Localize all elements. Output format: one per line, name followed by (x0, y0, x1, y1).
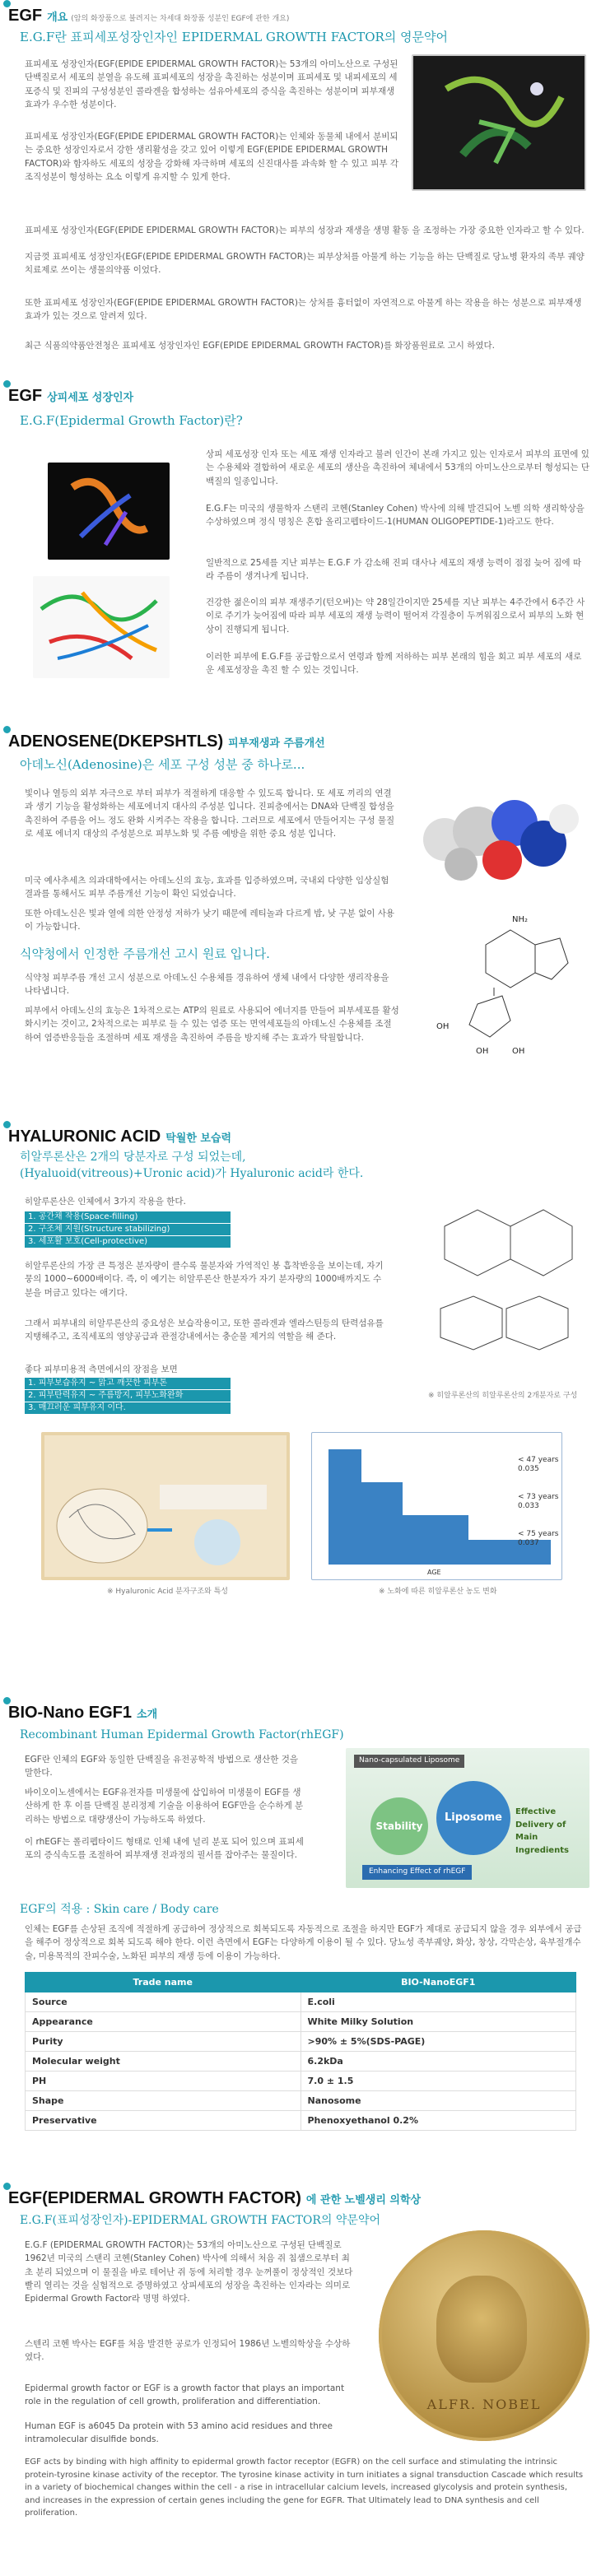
bionano-p1: EGF란 인체의 EGF와 동일한 단백질을 유전공학적 방법으로 생산한 것을 말한다. (25, 1755, 299, 1779)
liposome-banner: Nano-capsulated Liposome Stability Liposome Effective Delivery of Main Ingredients Enhancing Effect of rhEGF (346, 1748, 589, 1888)
adenosine-p5: 피부에서 아데노신의 효능은 1차적으로는 ATP의 원료로 사용되어 에너지를 만들어 피부세포를 활성화시키는 것이고, 2차적으로는 피부로 들 수 있는 염증 또는 면역세포들의 아데노신 수용체를 조절하여 염증반응들을 조절하며 세포 재생을 촉진하여 주름을 방지해 주는 효과가 탁월합니다. (25, 1006, 399, 1043)
egf-factor-header: EGF 상피세포 성장인자 (8, 384, 133, 409)
adenosine-p4: 식약청 피부주름 개선 고시 성분으로 아데노신 수용체를 경유하여 생체 내에서 다양한 생리작용을 나타냅니다. (25, 973, 389, 997)
spec-row (26, 2071, 576, 2091)
egf-overview-p6: 최근 식품의약품안전청은 표피세포 성장인자인 EGF(EPIDE EPIDERMAL GROWTH FACTOR)를 화장품원료로 고시 하였다. (25, 341, 496, 351)
hyaluronic-functions-list: 1. 공간채 작용(Space-filling) 2. 구조체 지원(Structure stabilizing) 3. 세포활 보호(Cell-protective) (25, 1211, 231, 1248)
spec-key: Preservative (26, 2111, 301, 2131)
egf-factor-p5: 이러한 피부에 E.G.F를 공급함으로서 연령과 함께 저하하는 피부 본래의 힘을 회고 피부 세포의 새로운 세포성장을 촉진 할 수 있는 것입니다. (206, 652, 582, 676)
bionano-header: BIO-Nano EGF1 소개 (8, 1700, 157, 1726)
spec-value: 6.2kDa (300, 2052, 576, 2071)
spec-row (26, 2111, 576, 2131)
spec-value: Phenoxyethanol 0.2% (300, 2111, 576, 2131)
hyaluronic-structure-caption: ※ 히알루론산의 히알루론산의 2개분자로 구성 (428, 1392, 578, 1400)
chart-label: < 47 years (518, 1456, 559, 1464)
spec-value: White Milky Solution (300, 2012, 576, 2032)
spec-row (26, 2052, 576, 2071)
nobel-p5: EGF acts by binding with high affinity to epidermal growth factor receptor (EGFR) on the cell surface and stimulating the intrinsic protein-tyrosine kinase activity of the receptor. The tyrosine kinase activity in turn initiates a signal transduction Cascade which results in a variety of biochemical changes within the cell - a rise in intracellular calcium levels, increased glycolysis and protein synthesis, and increases in the expression of certain genes including the gene for EGFR. That Ultimately lead to DNA synthesis and cell proliferation. (25, 2457, 584, 2518)
egf-factor-p3: 일반적으로 25세를 지난 피부는 E.G.F 가 감소해 진피 대사나 세포의 재생 능력이 점점 늦어 짐에 따라 주름이 생겨나게 됩니다. (206, 558, 582, 582)
egf-ribbon-image-1 (48, 463, 170, 560)
spec-key: Appearance (26, 2012, 301, 2032)
spec-row (26, 1992, 576, 2012)
egf-protein-image (412, 54, 586, 191)
nobel-header: EGF(EPIDERMAL GROWTH FACTOR) 에 관한 노벨생리 의학상 (8, 2186, 421, 2211)
hyaluronic-p1: 히알루론산은 인체에서 3가지 작용을 한다. (25, 1197, 186, 1207)
nobel-headline: E.G.F(표피성장인자)-EPIDERMAL GROWTH FACTOR의 약문약어 (20, 2214, 380, 2227)
spec-key: PH (26, 2071, 301, 2091)
egf-factor-p2: E.G.F는 미국의 생물학자 스탠리 코헨(Stanley Cohen) 박사에 의해 발견되어 노벨 의학 생리학상을 수상하였으며 정식 명칭은 혼합 올리고펩타이드-1(HUMAN OLIGOPEPTIDE-1)라고도 한다. (206, 504, 585, 528)
chart-x-label: AGE (427, 1569, 441, 1576)
spec-key: Source (26, 1992, 301, 2012)
nobel-p4: Human EGF is a6045 Da protein with 53 amino acid residues and three intramolecular disulfide bonds. (25, 2421, 333, 2445)
chart-label: < 73 years (518, 1493, 559, 1501)
egf-overview-header: EGF 개요 (암의 화장품으로 불려지는 차세대 화장품 성분인 EGF에 관한 개요) (8, 3, 289, 29)
spec-key: Molecular weight (26, 2052, 301, 2071)
bionano-p4: 인체는 EGF를 손상된 조직에 적절하게 공급하여 정상적으로 회복되도록 자동적으로 조절을 하지만 EGF가 제대로 공급되지 않을 경우 외부에서 공급을 해주어 정상적으로 회복 되도록 해야 한다. 이런 측면에서 EGF는 다양하게 이용이 될 수 있다. 당뇨성 족부궤양, 화상, 창상, 각막손상, 육부절개수술, 미용목적의 잔피수술, 노화된 피부의 재생 등에 이용이 가능하다. (25, 1924, 582, 1961)
hyaluronic-structure (428, 1193, 585, 1366)
spec-row (26, 2091, 576, 2111)
hyaluronic-chart-caption: ※ 노화에 따른 히알루론산 농도 변화 (379, 1588, 497, 1596)
adenosine-headline-2: 식약청에서 인정한 주름개선 고시 원료 입니다. (20, 946, 270, 961)
chart-label: < 75 years (518, 1530, 559, 1538)
spec-key: Purity (26, 2032, 301, 2052)
nobel-p1: E.G.F (EPIDERMAL GROWTH FACTOR)는 53개의 아미노산으로 구성된 단백질로 1962년 미국의 스탠리 코헨(Stanley Cohen) 박사에 의해서 처음 쥐 침샘으로부터 최초 분리 되었으며 이 물질을 바로 테어난 쥐 동에 처리할 경우 눈꺼풀이 정상적인 것보다 빨리 열리는 것을 실험적으로 증명하였고 상피세포의 성장을 촉진하는 인자라는 의미로 Epidermal Growth Factor라 명명 하였다. (25, 2240, 353, 2304)
nobel-p2: 스텐리 코헨 박사는 EGF를 처음 발견한 공로가 인정되어 1986년 노벨의학상을 수상하였다. (25, 2339, 351, 2363)
spec-value: >90% ± 5%(SDS-PAGE) (300, 2032, 576, 2052)
bionano-p3: 이 rhEGF는 폴리펩타이드 형태로 인체 내에 널리 분포 되어 있으며 표피세포의 증식속도를 조절하여 피부재생 전과정의 필서를 잡아주는 물질이다. (25, 1837, 304, 1861)
bionano-p2: 바이오이노센에서는 EGF유전자를 미생물에 삽입하여 미생물이 EGF를 생산하게 한 후 이를 단백질 분리정제 기술을 이용하여 EGF만을 순수하게 분리하는 방법으로 대량생산이 가능하도록 하였다. (25, 1788, 304, 1825)
hyaluronic-headline-b: (Hyaluoid(vitreous)+Uronic acid)가 Hyaluronic acid라 한다. (20, 1167, 364, 1180)
spec-value: Nanosome (300, 2091, 576, 2111)
chart-value: 0.035 (518, 1465, 539, 1473)
spec-row (26, 2012, 576, 2032)
nobel-p3: Epidermal growth factor or EGF is a growth factor that plays an important role in the regulation of cell growth, proliferation and differentiation. (25, 2383, 345, 2407)
egf-ribbon-image-2 (33, 576, 170, 678)
bionano-spec-table: Trade name BIO-NanoEGF1 Source E.coli Appearance White Milky Solution Purity >90% ± 5%(SDS-PAGE) Molecular weight 6.2kDa PH 7.0 ± 1.5 Shape Nanosome Preservative Phenoxyethanol 0.2% (25, 1972, 576, 2131)
hyaluronic-header: HYALURONIC ACID 탁월한 보습력 (8, 1124, 231, 1150)
egf-factor-headline: E.G.F(Epidermal Growth Factor)란? (20, 413, 243, 428)
adenosine-molecule-3d (412, 782, 589, 897)
adenosine-structure: NH₂ OH OH OH (436, 914, 585, 1062)
hyaluronic-p2: 히알루론산의 가장 큰 특정은 분자량이 클수록 물분자와 가역적인 봉 흡착반응을 보이는데, 자기 뭉의 1000~6000배이다. 즉, 이 예기는 히알루론산 한분자가 자기 분자량의 1000배까지도 수분을 머금고 있다는 애기다. (25, 1261, 384, 1298)
hyaluronic-p3: 그래서 피부내의 히알루론산의 중요성은 보습작용이고, 또한 콜라겐과 엘라스틴등의 탄력섬유를 지탱해주고, 조직세포의 영양공급과 관절강내에서는 충순물 제거의 역할을 해 준다. (25, 1318, 384, 1342)
hyaluronic-benefits-list: 1. 피부보습유지 ~ 맑고 깨끗한 피부톤 2. 피부탄력유지 ~ 주름방지, 피부노화완화 3. 매끄러운 피부유지 이다. (25, 1378, 231, 1415)
spec-value: E.coli (300, 1992, 576, 2012)
spec-row (26, 2032, 576, 2052)
spec-value: 7.0 ± 1.5 (300, 2071, 576, 2091)
adenosine-p1: 빛이나 열등의 외부 자극으로 부터 피부가 적절하게 대응할 수 있도록 합니다. 또 세포 끼리의 연결과 생기 기능을 활성화하는 세포에너지 대사의 주성분 입니다. 진피층에서는 DNA와 단백질 합성을 촉진하여 주름을 어느 정도 완화 시켜주는 작용을 합니다. 그러므로 세포에서 만들어지는 구성 물질로 세포 에너지 대상의 주성분으로 피부노화 및 주름 예방을 위한 중요 성분 입니다. (25, 788, 395, 839)
egf-overview-p5: 또한 표피세포 성장인자(EGF(EPIDE EPIDERMAL GROWTH FACTOR)는 상처를 흉터없이 자연적으로 아물게 하는 작용을 하는 성분으로 피부재생효과가 있는 것으로 알려져 있다. (25, 298, 582, 322)
chart-value: 0.033 (518, 1502, 539, 1510)
chart-value: 0.037 (518, 1539, 539, 1547)
hyaluronic-molecule-image (41, 1432, 290, 1580)
adenosine-headline: 아데노신(Adenosine)은 세포 구성 성분 중 하나로... (20, 757, 305, 772)
bionano-headline: Recombinant Human Epidermal Growth Factor(rhEGF) (20, 1728, 344, 1741)
adenosine-p3: 또한 아데노신은 빛과 열에 의한 안정성 저하가 낮기 때문에 레티놀과 다르게 밤, 낮 구분 없이 사용이 가능합니다. (25, 909, 394, 932)
egf-factor-p1: 상피 세포성장 인자 또는 세포 재생 인자라고 불려 인간이 본래 가지고 있는 인자로서 피부의 표면에 있는 수용체와 결합하여 새로운 세포의 생산을 촉진하여 체내에서 53개의 아미노산으로부터 형성되는 단백질의 일종입니다. (206, 449, 589, 486)
egf-factor-p4: 건강한 젊은이의 피부 재생주기(턴오버)는 약 28일간이지만 25세를 지난 피부는 4주간에서 6주간 사이로 주기가 늦어짐에 따라 피부 세포의 재생 능력이 떨어져 각질층이 두꺼워짐으로서 피부의 노화 현상이 진행되게 됩니다. (206, 598, 585, 635)
hyaluronic-p4: 좋다 피부미용적 측면에서의 장점을 보면 (25, 1365, 178, 1374)
adenosine-header: ADENOSENE(DKEPSHTLS) 피부재생과 주름개선 (8, 729, 325, 755)
egf-overview-p1: 표피세포 성장인자(EGF(EPIDE EPIDERMAL GROWTH FACTOR)는 53개의 아미노산으로 구성된 단백질로서 세포의 분열을 유도해 표피세포의 성장을 촉진하는 성분이며 표피세포 및 내피세포의 세포증식 및 진피의 구성성분인 콜라겐을 합성하는 섬유아세포의 증식을 촉진하는 성분이며 피부재생효과가 우수한 성분이다. (25, 59, 398, 109)
adenosine-p2: 미국 예사추세츠 의과대학에서는 아데노신의 효능, 효과를 입증하였으며, 국내외 다양한 임상실험 결과를 통해서도 피부 주름개선 기능이 확인 되었습니다. (25, 876, 389, 900)
nobel-medal-image: ALFR. NOBEL (379, 2230, 589, 2441)
egf-overview-headline: E.G.F란 표피세포성장인자인 EPIDERMAL GROWTH FACTOR의 영문약어 (20, 30, 449, 44)
hyaluronic-headline: 히알루론산은 2개의 당분자로 구성 되었는데, (20, 1151, 246, 1164)
hyaluronic-molecule-caption: ※ Hyaluronic Acid 분자구조와 특성 (107, 1588, 228, 1596)
egf-overview-p4: 지금껏 표피세포 성장인자(EGF(EPIDE EPIDERMAL GROWTH FACTOR)는 피부상처를 아물게 하는 기능을 하는 단백질로 당뇨병 환자의 족부 궤양 치료제로 쓰이는 생물의약품 이었다. (25, 252, 585, 276)
egf-overview-p3: 표피세포 성장인자(EGF(EPIDE EPIDERMAL GROWTH FACTOR)는 피부의 성장과 재생을 생명 활동 을 조정하는 가장 중요한 인자라고 할 수 있다. (25, 226, 585, 235)
hyaluronic-age-chart (311, 1432, 562, 1580)
bionano-headline-2: EGF의 적용 : Skin care / Body care (20, 1903, 219, 1916)
egf-overview-p2: 표피세포 성장인자(EGF(EPIDE EPIDERMAL GROWTH FACTOR)는 인체와 동물체 내에서 분비되는 중요한 성장인자로서 강한 생리활성을 갖고 있어 이렇게 EGF(EPIDE EPIDERMAL GROWTH FACTOR)와 함자하도 세포의 성장을 강화해 자극하며 세포의 신진대사를 과속화 할 수 있고 피부 각 조직성분이 형성하는 요소 이렇게 유지할 수 있게 한다. (25, 132, 399, 182)
spec-key: Shape (26, 2091, 301, 2111)
